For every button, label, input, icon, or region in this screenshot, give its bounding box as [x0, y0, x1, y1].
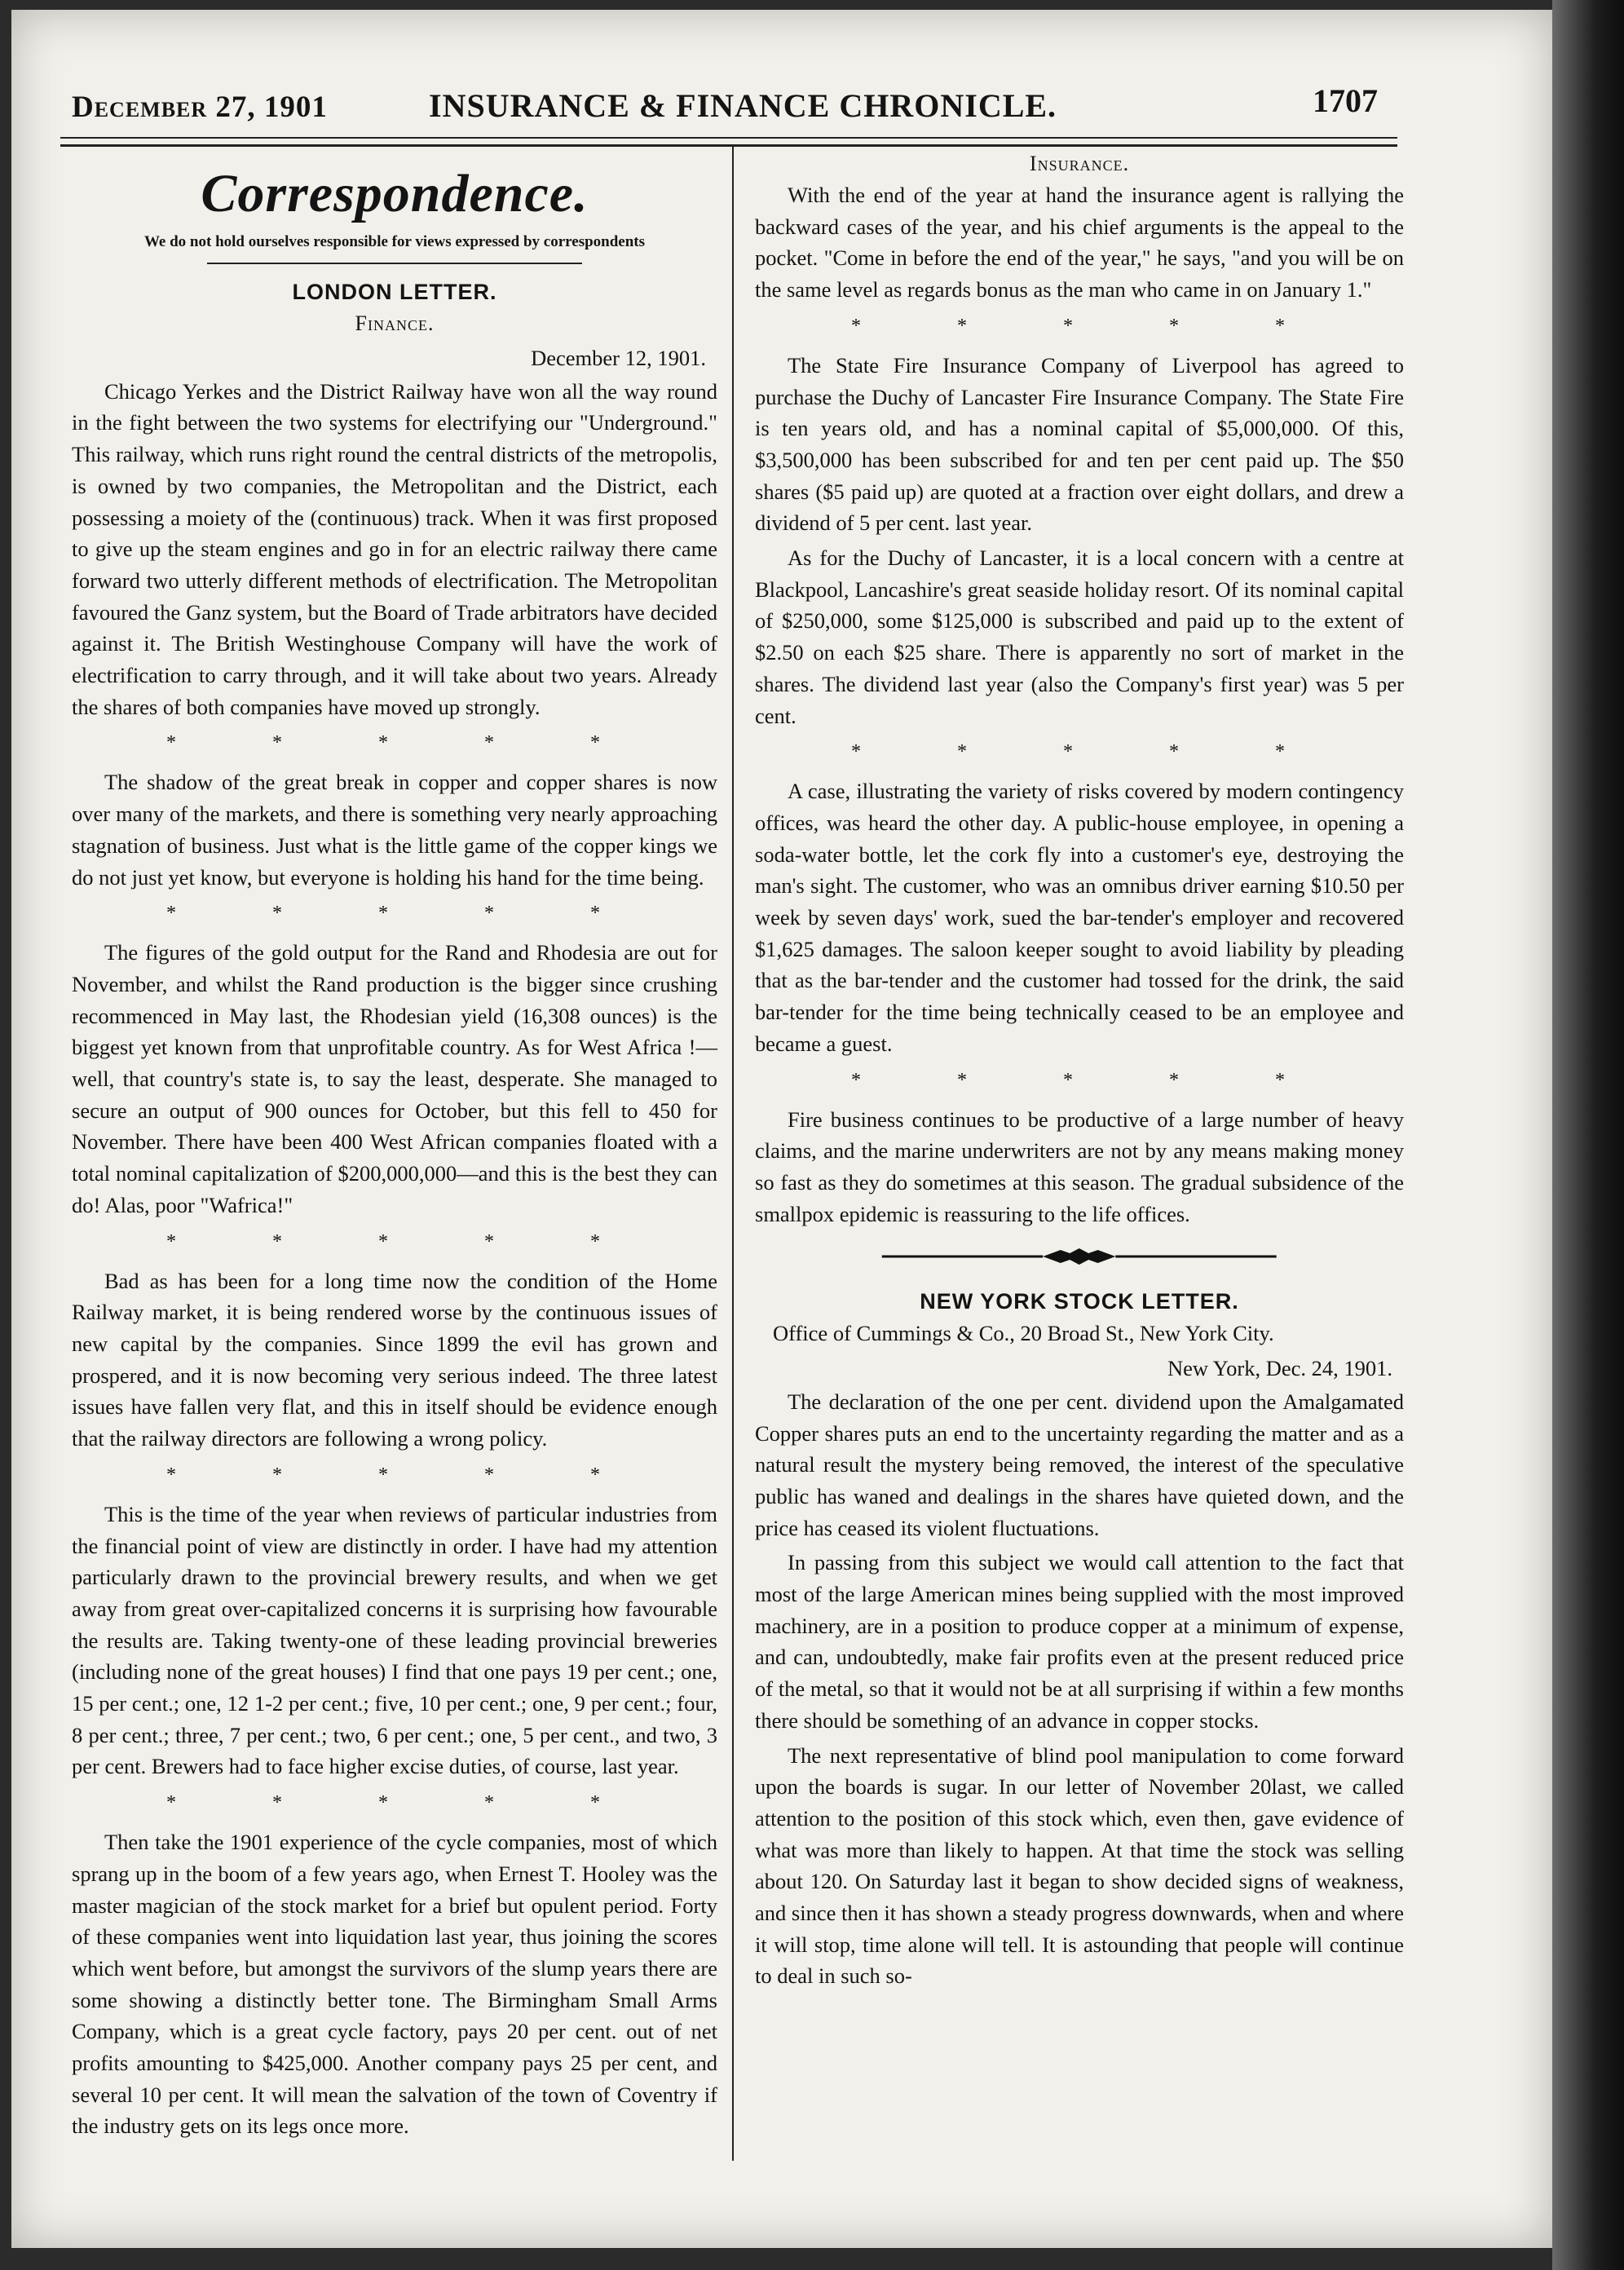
paragraph: This is the time of the year when reviews of particular industries from the financial point of view are distinctly in order. I have had my attention particularly drawn to the provincial brewery results, and when we get away from great over-capitalized concerns it is surprising how favourable the results are. Taking twenty-one of these leading provincial breweries (including none of the great houses) I find that one pays 19 per cent.; one, 15 per cent.; one, 12 1-2 per cent.; five, 10 per cent.; one, 9 per cent.; four, 8 per cent.; three, 7 per cent.; two, 6 per cent.; one, 5 per cent., and two, 3 per cent. Brewers had to face higher excise duties, of course, last year. [72, 1501, 717, 1779]
publication-title: INSURANCE & FINANCE CHRONICLE. [429, 87, 1057, 124]
insurance-heading: Insurance. [1029, 152, 1130, 175]
correspondence-disclaimer: We do not hold ourselves responsible for views expressed by correspondents [143, 233, 646, 250]
section-stars: * * * * * [851, 315, 1331, 337]
paragraph: The State Fire Insurance Company of Liverpool has agreed to purchase the Duchy of Lancaster Fire Insurance Company. The State Fire is ten years old, and has a nominal capital of $5,000,000. Of this, $3,500,000 has been subscribed for and ten per cent paid up. The $50 shares ($5 paid up) are quoted at a fraction over eight dollars, and drew a dividend of 5 per cent. last year. [755, 352, 1404, 536]
paragraph: Then take the 1901 experience of the cycle companies, most of which sprang up in the boom of a few years ago, when Ernest T. Hooley was the master magician of the stock market for a brief but opulent period. Forty of these companies went into liquidation last year, thus joining the scores which went before, but amongst the survivors of the slump years there are some showing a distinctly better tone. The Birmingham Small Arms Company, which is a great cycle factory, pays 20 per cent. out of net profits amounting to $425,000. Another company pays 25 per cent, and several 10 per cent. It will mean the salvation of the town of Coventry if the industry gets on its legs once more. [72, 1830, 717, 2139]
paragraph: The next representative of blind pool manipulation to come forward upon the boards is sugar. In our letter of November 20last, we called attention to the position of this stock which, even then, gave evidence of what was more than likely to happen. At that time the stock was selling about 120. On Saturday last it began to show decided signs of weakness, and since then it has shown a steady progress downwards, when and where it will stop, time alone will tell. It is astounding that people will continue to deal in such so- [755, 1742, 1404, 1989]
new-york-letter-title: NEW YORK STOCK LETTER. [920, 1289, 1239, 1314]
section-stars: * * * * * [851, 741, 1331, 763]
page-edge-shadow [1552, 0, 1624, 2270]
paragraph: In passing from this subject we would call attention to the fact that most of the large American mines being supplied with the most improved machinery, are in a position to produce copper at a minimum of expense, and can, undoubtedly, make fair profits even at the present reduced price of the metal, so that it would not be at all surprising if within a few months there should be something of an advance in copper stocks. [755, 1550, 1404, 1733]
section-stars: * * * * * [166, 1464, 646, 1486]
column-divider [732, 147, 734, 2161]
section-rule [207, 263, 581, 264]
paragraph: Fire business continues to be productive of a large number of heavy claims, and the marine underwriters are not by any means making money so fast as they do sometimes at this season. The gradual subsidence of the smallpox epidemic is reassuring to the life offices. [755, 1106, 1404, 1226]
new-york-dateline: New York, Dec. 24, 1901. [1167, 1356, 1392, 1381]
ornament-divider-icon [872, 1244, 1286, 1269]
section-stars: * * * * * [166, 732, 646, 754]
paragraph: Bad as has been for a long time now the condition of the Home Railway market, it is being rendered worse by the continuous issues of new capital by the companies. Since 1899 the evil has grown and prospered, and it is now becoming very serious indeed. The three latest issues have fallen very flat, and this in itself should be evidence enough that the railway directors are following a wrong policy. [72, 1268, 717, 1451]
header-rule [60, 137, 1397, 147]
page-header [57, 82, 1394, 127]
section-stars: * * * * * [166, 903, 646, 925]
office-address: Office of Cummings & Co., 20 Broad St., New York City. [773, 1321, 1274, 1346]
paragraph: The figures of the gold output for the Rand and Rhodesia are out for November, and whilst the Rand production is the bigger since crushing recommenced in May last, the Rhodesian yield (16,308 ounces) is the biggest yet known from that unprofitable country. As for West Africa !—well, that country's state is, to say the least, desperate. She managed to secure an output of 900 ounces for October, but this fell to 450 for November. There have been 400 West African companies floated with a total nominal capitalization of $200,000,000—and this is the best they can do! Alas, poor "Wafrica!" [72, 940, 717, 1217]
finance-heading: Finance. [355, 311, 435, 335]
section-stars: * * * * * [166, 1792, 646, 1814]
right-column [755, 148, 1404, 1995]
paragraph: Chicago Yerkes and the District Railway have won all the way round in the fight between the two systems for electrifying our "Underground." This railway, which runs right round the central districts of the metropolis, is owned by two companies, the Metropolitan and the District, each possessing a moiety of the (continuous) track. When it was first proposed to give up the steam engines and go in for an electric railway there came forward two utterly different methods of electrification. The Metropolitan favoured the Ganz system, but the Board of Trade arbitrators have decided against it. The British Westinghouse Company will have the work of electrification to carry through, and it will take about two years. Already the shares of both companies have moved up strongly. [72, 378, 717, 719]
paragraph: The shadow of the great break in copper and copper shares is now over many of the markets, and there is something very nearly approaching stagnation of business. Just what is the little game of the copper kings we do not just yet know, but everyone is holding his hand for the time being. [72, 770, 717, 890]
section-stars: * * * * * [166, 1230, 646, 1252]
paragraph: The declaration of the one per cent. dividend upon the Amalgamated Copper shares puts an end to the uncertainty regarding the matter and as a natural result the mystery being removed, the interest of the speculative public has waned and dealings in the shares have quieted down, and the price has ceased its violent fluctuations. [755, 1389, 1404, 1540]
paragraph: With the end of the year at hand the insurance agent is rallying the backward cases of the year, and his chief arguments is the appeal to the pocket. "Come in before the end of the year," he says, "and you will be on the same level as regards bonus as the man who came in on January 1." [755, 183, 1404, 303]
header-date: December 27, 1901 [72, 91, 328, 124]
section-stars: * * * * * [851, 1069, 1331, 1091]
correspondence-masthead: Correspondence. [201, 164, 589, 223]
left-column [72, 158, 717, 2145]
london-letter-title: LONDON LETTER. [292, 280, 497, 304]
page-number: 1707 [1313, 82, 1378, 119]
paragraph: A case, illustrating the variety of risks covered by modern contingency offices, was heard the other day. A public-house employee, in opening a soda-water bottle, let the cork fly into a customer's eye, destroying the man's sight. The customer, who was an omnibus driver earning $10.50 per week by seven days' work, sued the bar-tender's employer and recovered $1,625 damages. The saloon keeper sought to avoid liability by pleading that as the bar-tender and the customer had tossed for the drink, the said bar-tender for the time being technically ceased to be an employee and became a guest. [755, 779, 1404, 1056]
newspaper-page [11, 10, 1552, 2248]
paragraph: As for the Duchy of Lancaster, it is a local concern with a centre at Blackpool, Lancashire's great seaside holiday resort. Of its nominal capital of $250,000, some $125,000 is subscribed and paid up to the extent of $2.50 on each $25 share. There is apparently no sort of market in the shares. The dividend last year (also the Company's first year) was 5 per cent. [755, 545, 1404, 728]
london-dateline: December 12, 1901. [531, 346, 706, 370]
